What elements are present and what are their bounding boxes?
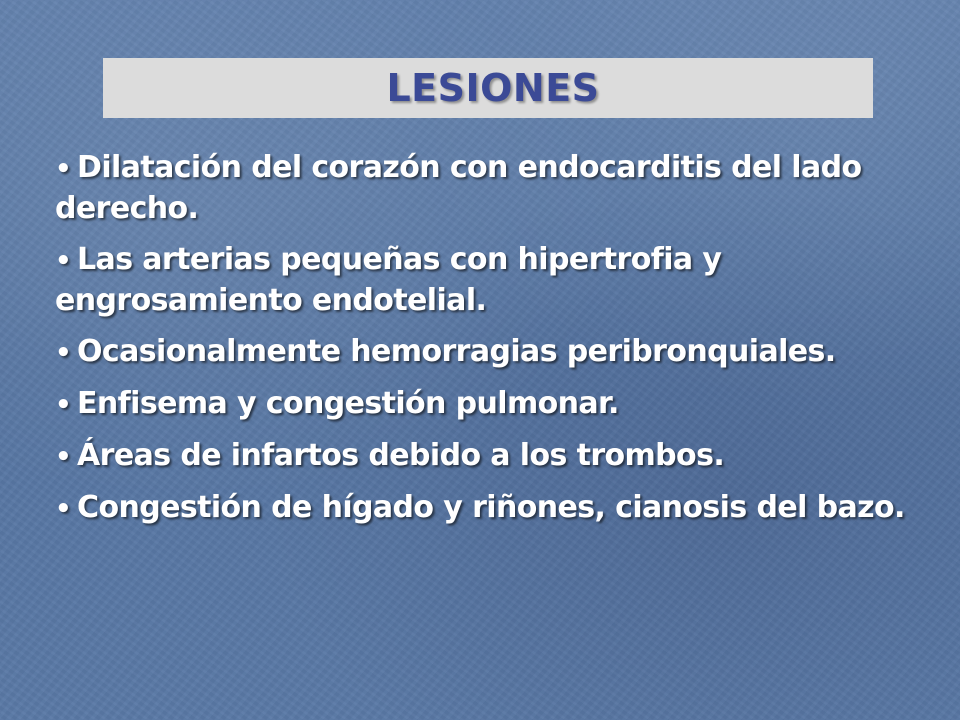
bullet-text: Enfisema y congestión pulmonar. — [77, 386, 619, 421]
bullet-text: Las arterias pequeñas con hipertrofia y engrosamiento endotelial. — [55, 242, 722, 318]
slide-title: LESIONES — [386, 66, 600, 110]
bullet-item — [55, 436, 915, 477]
bullet-text: Áreas de infartos debido a los trombos. — [77, 438, 725, 473]
bullet-text: Ocasionalmente hemorragias peribronquiales. — [77, 334, 836, 369]
bullet-marker: • — [55, 338, 72, 368]
bullet-item — [55, 384, 915, 425]
bullet-marker: • — [55, 154, 72, 184]
bullet-marker: • — [55, 442, 72, 472]
bullet-marker: • — [55, 494, 72, 524]
bullet-item — [55, 240, 915, 321]
title-banner — [103, 58, 873, 118]
bullet-item — [55, 148, 915, 229]
bullet-item — [55, 332, 915, 373]
bullet-marker: • — [55, 390, 72, 420]
bullet-text: Congestión de hígado y riñones, cianosis del bazo. — [77, 490, 905, 525]
bullet-marker: • — [55, 246, 72, 276]
bullet-text: Dilatación del corazón con endocarditis del lado derecho. — [55, 150, 862, 226]
bullet-list — [55, 148, 915, 540]
bullet-item — [55, 488, 915, 529]
